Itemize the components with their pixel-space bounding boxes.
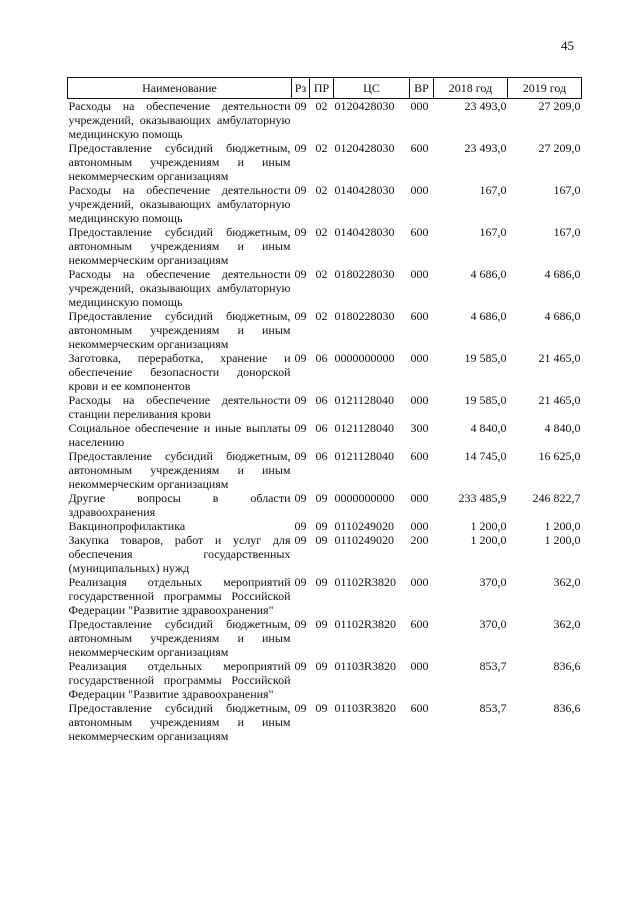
row-name: Предоставление субсидий бюджетным, автономным учреждениям и иным некоммерческим организациям	[68, 309, 291, 351]
table-row	[68, 701, 582, 743]
row-name: Предоставление субсидий бюджетным, автономным учреждениям и иным некоммерческим организациям	[68, 141, 291, 183]
row-2018: 1 200,0	[470, 533, 507, 547]
row-pr: 06	[315, 421, 328, 435]
row-vr: 300	[410, 421, 429, 435]
row-vr: 000	[410, 491, 429, 505]
row-cs: 0120428030	[334, 99, 395, 113]
row-cs: 0121128040	[334, 449, 395, 463]
header-2018: 2018 год	[434, 78, 508, 99]
row-2019: 167,0	[553, 183, 581, 197]
row-2019: 1 200,0	[544, 519, 581, 533]
row-rz: 09	[294, 99, 307, 113]
table-row	[68, 183, 582, 225]
table-row	[68, 351, 582, 393]
row-2019: 246 822,7	[532, 491, 581, 505]
row-name: Заготовка, переработка, хранение и обеспечение безопасности донорской крови и ее компонентов	[68, 351, 291, 393]
row-cs: 01102R3820	[334, 617, 397, 631]
row-pr: 09	[315, 617, 328, 631]
row-cs: 0140428030	[334, 225, 395, 239]
row-cs: 01103R3820	[334, 701, 397, 715]
row-cs: 0000000000	[334, 351, 395, 365]
row-2018: 19 585,0	[464, 393, 507, 407]
table-row	[68, 491, 582, 519]
row-pr: 06	[315, 351, 328, 365]
row-name: Реализация отдельных мероприятий государственной программы Российской Федерации "Развитие здравоохранения"	[68, 575, 291, 617]
row-vr: 200	[410, 533, 429, 547]
row-vr: 600	[410, 449, 429, 463]
row-vr: 000	[410, 575, 429, 589]
row-rz: 09	[294, 519, 307, 533]
header-pr: ПР	[310, 78, 334, 99]
table-row	[68, 267, 582, 309]
row-pr: 09	[315, 701, 328, 715]
row-2019: 21 465,0	[538, 393, 581, 407]
row-vr: 000	[410, 519, 429, 533]
table-row	[68, 659, 582, 701]
header-name: Наименование	[68, 78, 292, 99]
row-rz: 09	[294, 351, 307, 365]
row-rz: 09	[294, 141, 307, 155]
row-vr: 000	[410, 393, 429, 407]
row-name: Предоставление субсидий бюджетным, автономным учреждениям и иным некоммерческим организациям	[68, 617, 291, 659]
row-vr: 600	[410, 309, 429, 323]
row-2019: 836,6	[553, 659, 581, 673]
row-cs: 01103R3820	[334, 659, 397, 673]
row-cs: 0120428030	[334, 141, 395, 155]
row-pr: 02	[315, 309, 328, 323]
row-rz: 09	[294, 575, 307, 589]
row-2018: 23 493,0	[464, 99, 507, 113]
row-cs: 0000000000	[334, 491, 395, 505]
row-2018: 4 686,0	[470, 267, 507, 281]
budget-table	[67, 77, 582, 743]
row-pr: 02	[315, 183, 328, 197]
row-rz: 09	[294, 491, 307, 505]
table-row	[68, 533, 582, 575]
row-pr: 02	[315, 141, 328, 155]
row-vr: 000	[410, 99, 429, 113]
row-2019: 4 840,0	[544, 421, 581, 435]
row-2018: 167,0	[479, 183, 507, 197]
row-name: Расходы на обеспечение деятельности станции переливания крови	[68, 393, 291, 421]
row-cs: 0140428030	[334, 183, 395, 197]
table-row	[68, 225, 582, 267]
row-2018: 853,7	[479, 701, 507, 715]
row-pr: 02	[315, 267, 328, 281]
row-name: Предоставление субсидий бюджетным, автономным учреждениям и иным некоммерческим организациям	[68, 225, 291, 267]
row-cs: 0180228030	[334, 267, 395, 281]
row-name: Социальное обеспечение и иные выплаты населению	[68, 421, 291, 449]
row-vr: 000	[410, 351, 429, 365]
table-row	[68, 141, 582, 183]
header-vr: ВР	[410, 78, 434, 99]
row-2019: 27 209,0	[538, 99, 581, 113]
table-row	[68, 617, 582, 659]
row-pr: 09	[315, 533, 328, 547]
row-vr: 000	[410, 183, 429, 197]
row-2018: 1 200,0	[470, 519, 507, 533]
row-pr: 06	[315, 449, 328, 463]
row-name: Расходы на обеспечение деятельности учреждений, оказывающих амбулаторную медицинскую помощь	[68, 267, 291, 309]
row-2018: 167,0	[479, 225, 507, 239]
row-2019: 16 625,0	[538, 449, 581, 463]
row-pr: 02	[315, 225, 328, 239]
row-2019: 362,0	[553, 617, 581, 631]
row-2019: 1 200,0	[544, 533, 581, 547]
row-2019: 836,6	[553, 701, 581, 715]
row-2019: 362,0	[553, 575, 581, 589]
row-vr: 600	[410, 617, 429, 631]
row-pr: 09	[315, 659, 328, 673]
table-row	[68, 519, 582, 533]
table-row	[68, 575, 582, 617]
row-name: Расходы на обеспечение деятельности учреждений, оказывающих амбулаторную медицинскую помощь	[68, 183, 291, 225]
row-rz: 09	[294, 659, 307, 673]
row-rz: 09	[294, 617, 307, 631]
row-pr: 09	[315, 491, 328, 505]
row-2018: 4 686,0	[470, 309, 507, 323]
row-rz: 09	[294, 267, 307, 281]
row-2018: 23 493,0	[464, 141, 507, 155]
row-rz: 09	[294, 393, 307, 407]
row-vr: 600	[410, 701, 429, 715]
row-2018: 370,0	[479, 575, 507, 589]
header-rz: Рз	[292, 78, 310, 99]
row-vr: 600	[410, 225, 429, 239]
row-name: Расходы на обеспечение деятельности учреждений, оказывающих амбулаторную медицинскую помощь	[68, 99, 291, 141]
row-cs: 0121128040	[334, 393, 395, 407]
row-cs: 0110249020	[334, 533, 395, 547]
row-rz: 09	[294, 421, 307, 435]
table-row	[68, 309, 582, 351]
row-cs: 0110249020	[334, 519, 395, 533]
row-name: Предоставление субсидий бюджетным, автономным учреждениям и иным некоммерческим организациям	[68, 449, 291, 491]
table-header-row	[68, 78, 582, 99]
row-2019: 21 465,0	[538, 351, 581, 365]
row-cs: 0180228030	[334, 309, 395, 323]
table-row	[68, 99, 582, 142]
row-rz: 09	[294, 449, 307, 463]
row-rz: 09	[294, 701, 307, 715]
header-cs: ЦС	[334, 78, 410, 99]
row-2018: 853,7	[479, 659, 507, 673]
row-vr: 600	[410, 141, 429, 155]
row-vr: 000	[410, 267, 429, 281]
row-pr: 06	[315, 393, 328, 407]
row-rz: 09	[294, 533, 307, 547]
row-2018: 233 485,9	[458, 491, 507, 505]
row-2019: 167,0	[553, 225, 581, 239]
row-2019: 4 686,0	[544, 267, 581, 281]
row-pr: 02	[315, 99, 328, 113]
row-cs: 0121128040	[334, 421, 395, 435]
header-2019: 2019 год	[508, 78, 582, 99]
row-2018: 19 585,0	[464, 351, 507, 365]
table-row	[68, 393, 582, 421]
row-rz: 09	[294, 225, 307, 239]
table-row	[68, 449, 582, 491]
row-name: Реализация отдельных мероприятий государственной программы Российской Федерации "Развитие здравоохранения"	[68, 659, 291, 701]
row-name: Другие вопросы в области здравоохранения	[68, 491, 291, 519]
row-2018: 370,0	[479, 617, 507, 631]
row-pr: 09	[315, 575, 328, 589]
row-2019: 4 686,0	[544, 309, 581, 323]
row-name: Вакцинопрофилактика	[68, 519, 186, 533]
row-pr: 09	[315, 519, 328, 533]
row-rz: 09	[294, 309, 307, 323]
row-name: Предоставление субсидий бюджетным, автономным учреждениям и иным некоммерческим организациям	[68, 701, 291, 743]
row-2018: 4 840,0	[470, 421, 507, 435]
row-2018: 14 745,0	[464, 449, 507, 463]
page-number: 45	[561, 38, 574, 53]
row-name: Закупка товаров, работ и услуг для обеспечения государственных (муниципальных) нужд	[68, 533, 291, 575]
row-rz: 09	[294, 183, 307, 197]
row-vr: 000	[410, 659, 429, 673]
row-cs: 01102R3820	[334, 575, 397, 589]
row-2019: 27 209,0	[538, 141, 581, 155]
table-row	[68, 421, 582, 449]
